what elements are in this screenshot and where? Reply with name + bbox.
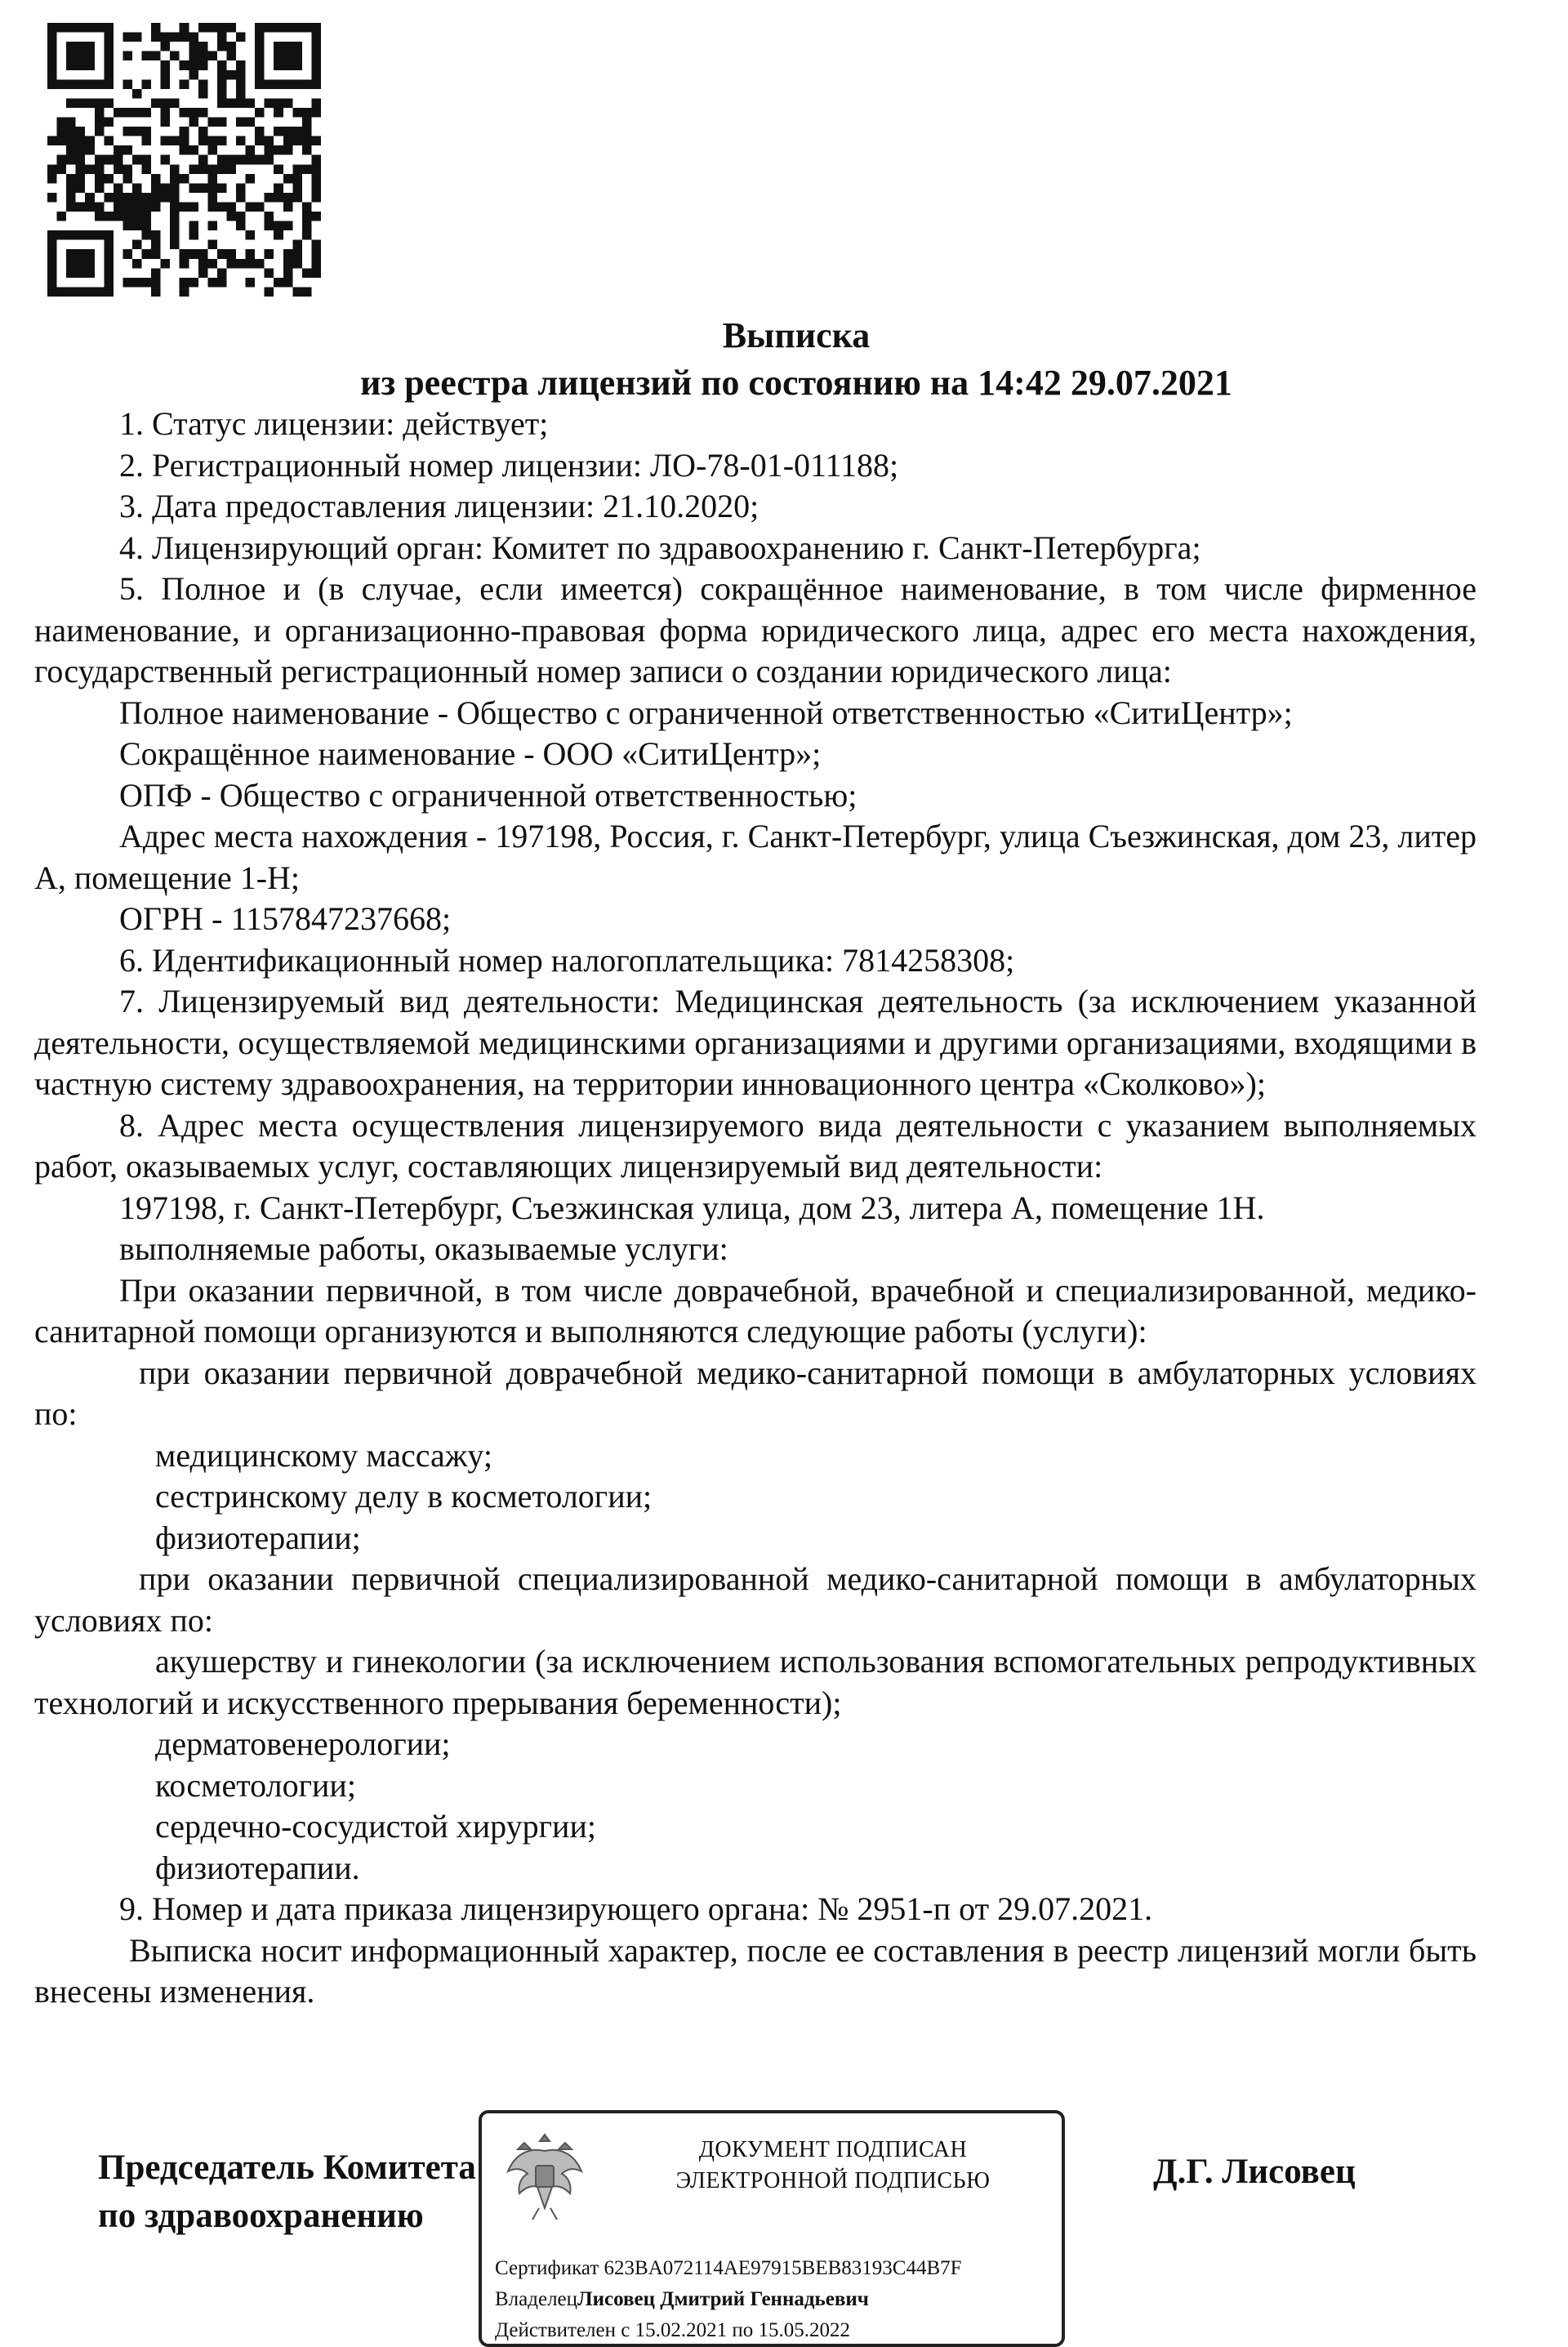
signatory-name: Д.Г. Лисовец	[1153, 2153, 1356, 2191]
specialized-care-heading: при оказании первичной специализированной медико-санитарной помощи в амбулаторных условиях по:	[34, 1560, 1477, 1639]
item-order: 9. Номер и дата приказа лицензирующего органа: № 2951-п от 29.07.2021.	[119, 1890, 1153, 1927]
list-item: косметологии;	[155, 1766, 356, 1804]
stamp-owner-label: Владелец	[495, 2288, 578, 2310]
org-ogrn: ОГРН - 1157847237668;	[119, 900, 452, 937]
works-intro: При оказании первичной, в том числе доврачебной, врачебной и специализированной, медико-санитарной помощи организуются и выполняются следующие работы (услуги):	[34, 1271, 1477, 1350]
signatory-position-line2: по здравоохранению	[98, 2197, 424, 2235]
document-subtitle: из реестра лицензий по состоянию на 14:42 29.07.2021	[360, 363, 1232, 403]
list-item: сердечно-сосудистой хирургии;	[155, 1808, 596, 1845]
org-full-name: Полное наименование - Общество с ограниченной ответственностью «СитиЦентр»;	[119, 694, 1293, 731]
stamp-validity: Действителен с 15.02.2021 по 15.05.2022	[495, 2319, 850, 2341]
electronic-signature-stamp	[479, 2110, 1065, 2347]
stamp-title-line1: ДОКУМЕНТ ПОДПИСАН	[698, 2137, 968, 2162]
activity-address: 197198, г. Санкт-Петербург, Съезжинская улица, дом 23, литера А, помещение 1Н.	[119, 1189, 1265, 1226]
signatory-position-line1: Председатель Комитета	[98, 2148, 476, 2187]
coat-of-arms-icon	[500, 2126, 590, 2224]
list-item: физиотерапии.	[155, 1849, 360, 1886]
item-inn: 6. Идентификационный номер налогоплательщика: 7814258308;	[119, 941, 1015, 979]
list-item: физиотерапии;	[155, 1519, 361, 1556]
list-item: сестринскому делу в косметологии;	[155, 1478, 653, 1515]
item-issue-date: 3. Дата предоставления лицензии: 21.10.2020;	[119, 488, 760, 524]
org-short-name: Сокращённое наименование - ООО «СитиЦентр»;	[119, 735, 822, 772]
document-title: Выписка	[722, 315, 871, 355]
stamp-certificate: Сертификат 623BA072114AE97915BEB83193C44B7F	[495, 2257, 962, 2279]
item-status: 1. Статус лицензии: действует;	[119, 405, 549, 442]
item-organization-heading: 5. Полное и (в случае, если имеется) сокращённое наименование, в том числе фирменное наименование, и организационно-правовая форма юридического лица, адрес его места нахождения, государственный регистрационный номер записи о создании юридического лица:	[34, 570, 1477, 689]
qr-code	[47, 23, 321, 297]
works-heading: выполняемые работы, оказываемые услуги:	[119, 1230, 728, 1267]
document-body	[34, 404, 1477, 2013]
pre-doctor-care-heading: при оказании первичной доврачебной медико-санитарной помощи в амбулаторных условиях по:	[34, 1354, 1477, 1432]
item-activity-type: 7. Лицензируемый вид деятельности: Медицинская деятельность (за исключением указанной деятельности, осуществляемой медицинскими организациями и другими организациями, входящими в частную систему здравоохранения, на территории инновационного центра «Сколково»);	[34, 983, 1477, 1102]
item-licensing-authority: 4. Лицензирующий орган: Комитет по здравоохранению г. Санкт-Петербурга;	[119, 529, 1201, 566]
item-reg-number: 2. Регистрационный номер лицензии: ЛО-78-01-011188;	[119, 446, 899, 484]
org-legal-form: ОПФ - Общество с ограниченной ответственностью;	[119, 776, 858, 814]
item-activity-address-heading: 8. Адрес места осуществления лицензируемого вида деятельности с указанием выполняемых работ, оказываемых услуг, составляющих лицензируемый вид деятельности:	[34, 1106, 1477, 1185]
list-item: акушерству и гинекологии (за исключением использования вспомогательных репродуктивных технологий и искусственного прерывания беременности);	[34, 1643, 1477, 1721]
stamp-owner	[495, 2288, 869, 2311]
stamp-owner-name: Лисовец Дмитрий Геннадьевич	[577, 2288, 869, 2310]
disclaimer-note: Выписка носит информационный характер, после ее составления в реестр лицензий могли быть внесены изменения.	[34, 1931, 1477, 2010]
list-item: дерматовенерологии;	[155, 1725, 451, 1762]
signatory-position	[98, 2144, 476, 2240]
stamp-title	[612, 2135, 1054, 2197]
stamp-title-line2: ЭЛЕКТРОННОЙ ПОДПИСЬЮ	[675, 2168, 991, 2193]
list-item: медицинскому массажу;	[155, 1436, 492, 1474]
org-address: Адрес места нахождения - 197198, Россия, г. Санкт-Петербург, улица Съезжинская, дом 23, литер А, помещение 1-Н;	[34, 818, 1477, 896]
